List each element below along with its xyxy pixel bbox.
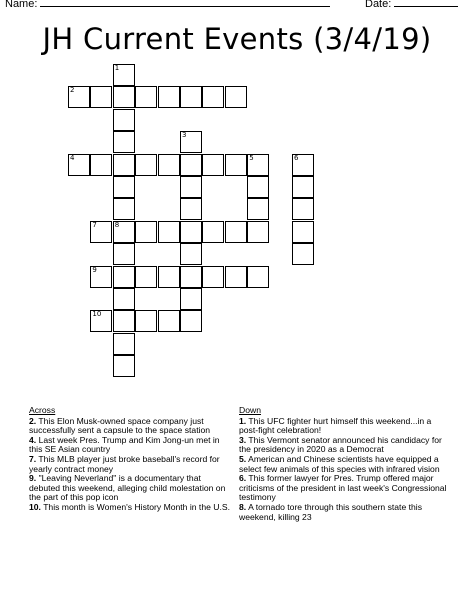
grid-cell[interactable] xyxy=(180,266,202,288)
grid-cell[interactable] xyxy=(113,64,135,86)
clue-number-label: 4 xyxy=(70,153,75,162)
grid-cell[interactable] xyxy=(292,243,314,265)
grid-cell[interactable] xyxy=(292,198,314,220)
clue-text: This former lawyer for Pres. Trump offered major criticisms of the president in last week's Congressional testimony xyxy=(239,473,447,503)
grid-cell[interactable] xyxy=(113,221,135,243)
name-field[interactable] xyxy=(5,0,330,10)
grid-cell[interactable] xyxy=(90,154,112,176)
grid-cell[interactable] xyxy=(202,221,224,243)
clue-number-label: 5 xyxy=(249,153,254,162)
grid-cell[interactable] xyxy=(202,266,224,288)
grid-cell[interactable] xyxy=(247,221,269,243)
grid-cell[interactable] xyxy=(180,310,202,332)
grid-cell[interactable] xyxy=(135,221,157,243)
clue-text: This Vermont senator announced his candidacy for the presidency in 2020 as a Democrat xyxy=(239,434,442,455)
grid-cell[interactable] xyxy=(113,176,135,198)
grid-cell[interactable] xyxy=(113,288,135,310)
clue-number-label: 8 xyxy=(114,220,120,229)
clue-text: Last week Pres. Trump and Kim Jong-un met in this SE Asian country xyxy=(29,434,220,455)
date-label: Date: xyxy=(365,0,392,10)
clue-number: 9. xyxy=(29,473,37,484)
grid-cell[interactable] xyxy=(135,86,157,108)
grid-cell[interactable] xyxy=(90,86,112,108)
clue-number-label: 1 xyxy=(114,64,120,72)
grid-cell[interactable] xyxy=(158,266,180,288)
grid-cell[interactable] xyxy=(113,310,135,332)
grid-cell[interactable] xyxy=(225,221,247,243)
clue-number-label: 9 xyxy=(92,265,97,274)
clue-text: "Leaving Neverland" is a documentary that debuted this weekend, alleging child molestation on the part of this pop icon xyxy=(29,473,226,503)
clue-down-8 xyxy=(239,503,451,522)
grid-cell[interactable] xyxy=(202,86,224,108)
clue-down-3 xyxy=(239,436,451,455)
clue-across-2 xyxy=(29,417,234,436)
clue-number: 2. xyxy=(29,415,37,426)
grid-cell[interactable] xyxy=(113,86,135,108)
grid-cell[interactable] xyxy=(113,109,135,131)
clue-text: This month is Women's History Month in the U.S. xyxy=(43,501,230,512)
clue-number-label: 2 xyxy=(70,86,75,95)
clue-number: 1. xyxy=(239,415,247,426)
grid-cell[interactable] xyxy=(247,198,269,220)
grid-cell[interactable] xyxy=(113,198,135,220)
clue-number: 3. xyxy=(239,434,247,445)
clue-down-5 xyxy=(239,455,451,474)
grid-cell[interactable] xyxy=(180,176,202,198)
clue-number: 8. xyxy=(239,501,247,512)
down-clues xyxy=(239,406,451,522)
grid-cell[interactable] xyxy=(180,221,202,243)
grid-cell[interactable] xyxy=(180,198,202,220)
grid-cell[interactable] xyxy=(68,86,90,108)
clue-text: This UFC fighter hurt himself this weekend...in a post-fight celebration! xyxy=(239,415,432,436)
grid-cell[interactable] xyxy=(135,154,157,176)
clue-down-6 xyxy=(239,474,451,503)
grid-cell[interactable] xyxy=(247,154,269,176)
clue-across-9 xyxy=(29,474,234,503)
grid-cell[interactable] xyxy=(90,310,112,332)
grid-cell[interactable] xyxy=(180,131,202,153)
across-heading: Across xyxy=(29,405,56,415)
grid-cell[interactable] xyxy=(135,310,157,332)
grid-cell[interactable] xyxy=(225,86,247,108)
grid-cell[interactable] xyxy=(247,266,269,288)
grid-cell[interactable] xyxy=(158,221,180,243)
grid-cell[interactable] xyxy=(292,221,314,243)
grid-cell[interactable] xyxy=(180,243,202,265)
clue-number: 6. xyxy=(239,473,247,484)
clue-text: This Elon Musk-owned space company just successfully sent a capsule to the space station xyxy=(29,415,211,436)
grid-cell[interactable] xyxy=(225,266,247,288)
clue-across-7 xyxy=(29,455,234,474)
grid-cell[interactable] xyxy=(113,243,135,265)
grid-cell[interactable] xyxy=(113,131,135,153)
clue-down-1 xyxy=(239,417,451,436)
across-clues xyxy=(29,406,234,513)
grid-cell[interactable] xyxy=(113,333,135,355)
grid-cell[interactable] xyxy=(292,176,314,198)
grid-cell[interactable] xyxy=(113,154,135,176)
grid-cell[interactable] xyxy=(158,154,180,176)
date-line[interactable] xyxy=(394,0,458,7)
clue-number: 4. xyxy=(29,434,37,445)
clue-number: 10. xyxy=(29,501,41,512)
grid-cell[interactable] xyxy=(180,154,202,176)
clue-across-10 xyxy=(29,503,234,513)
clue-number-label: 10 xyxy=(92,310,102,319)
grid-cell[interactable] xyxy=(135,266,157,288)
date-field[interactable] xyxy=(365,0,458,10)
grid-cell[interactable] xyxy=(113,266,135,288)
grid-cell[interactable] xyxy=(158,86,180,108)
grid-cell[interactable] xyxy=(113,355,135,377)
grid-cell[interactable] xyxy=(292,154,314,176)
name-label: Name: xyxy=(5,0,38,10)
clue-number: 7. xyxy=(29,453,37,464)
grid-cell[interactable] xyxy=(68,154,90,176)
clue-text: A tornado tore through this southern state this weekend, killing 23 xyxy=(239,501,422,522)
grid-cell[interactable] xyxy=(158,310,180,332)
grid-cell[interactable] xyxy=(202,154,224,176)
grid-cell[interactable] xyxy=(225,154,247,176)
clue-number-label: 7 xyxy=(92,220,97,229)
grid-cell[interactable] xyxy=(90,266,112,288)
clue-number: 5. xyxy=(239,453,247,464)
grid-cell[interactable] xyxy=(180,86,202,108)
grid-cell[interactable] xyxy=(180,288,202,310)
clue-number-label: 3 xyxy=(182,131,187,140)
name-line[interactable] xyxy=(40,0,330,7)
clue-across-4 xyxy=(29,436,234,455)
page-title: JH Current Events (3/4/19) xyxy=(42,22,432,56)
grid-cell[interactable] xyxy=(247,176,269,198)
clue-number-label: 6 xyxy=(294,153,299,162)
clue-text: This MLB player just broke baseball's record for yearly contract money xyxy=(29,453,220,474)
clue-text: American and Chinese scientists have equipped a select few animals of this species with infrared vision xyxy=(239,453,440,474)
grid-cell[interactable] xyxy=(90,221,112,243)
down-heading: Down xyxy=(239,405,261,415)
